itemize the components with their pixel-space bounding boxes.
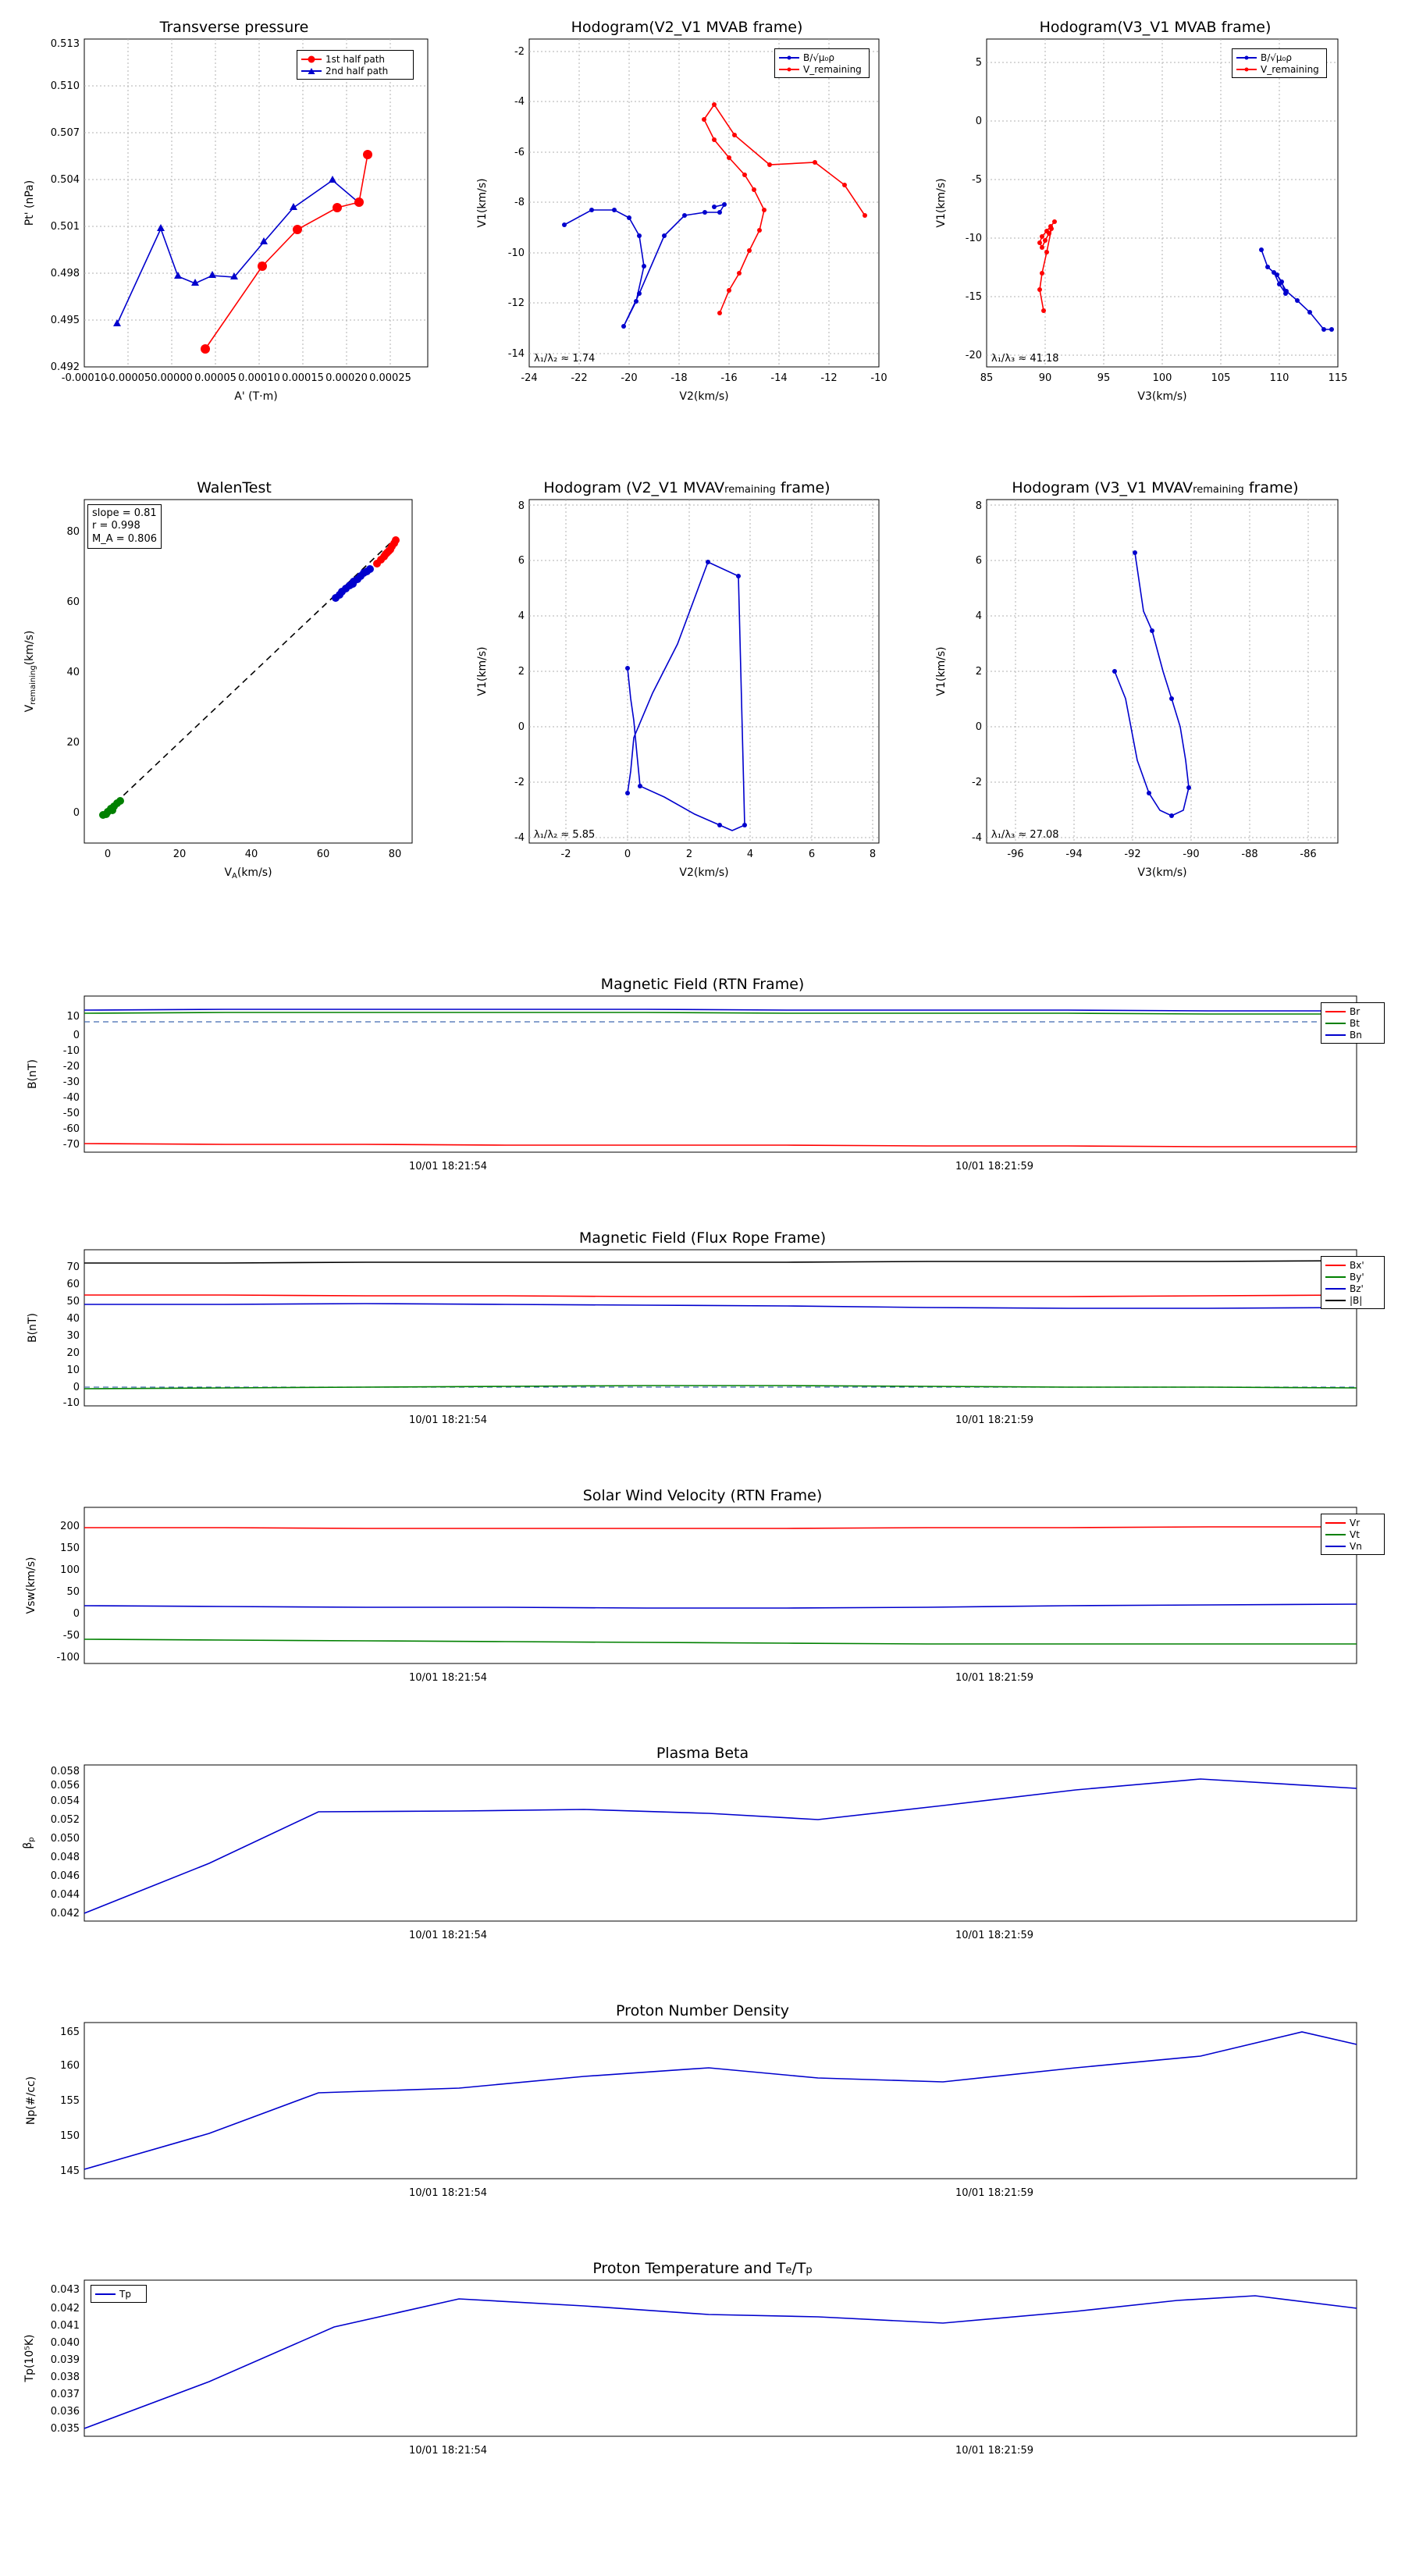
legend-label: Bz' — [1350, 1283, 1364, 1294]
legend-label: Br — [1350, 1005, 1361, 1017]
legend-label: 1st half path — [325, 53, 386, 65]
legend-item — [1325, 1528, 1380, 1540]
svg-text:-10: -10 — [507, 247, 525, 259]
line-swatch-icon — [1325, 1011, 1346, 1012]
legend-item — [1325, 1294, 1380, 1306]
y-axis-label: Vsw(km/s) — [25, 1557, 37, 1614]
plasma-beta-plot — [16, 1745, 1389, 1955]
line-swatch-icon — [1325, 1265, 1346, 1266]
fit-slope: slope = 0.81 — [92, 507, 157, 519]
svg-text:10: 10 — [66, 1364, 80, 1376]
y-axis-label: B(nT) — [27, 1313, 39, 1343]
svg-text:0.041: 0.041 — [50, 2320, 80, 2332]
svg-text:80: 80 — [66, 526, 80, 538]
svg-text:0.046: 0.046 — [50, 1870, 80, 1882]
svg-text:0.00020: 0.00020 — [325, 372, 368, 384]
line-marker-icon — [1236, 66, 1257, 73]
magnetic-field-flux-rope-plot — [16, 1229, 1389, 1440]
svg-text:-50: -50 — [62, 1108, 80, 1119]
walen-test-plot — [16, 476, 453, 898]
y-axis-label: Tp(10⁵K) — [23, 2334, 36, 2382]
svg-text:0.042: 0.042 — [50, 2303, 80, 2314]
svg-text:0.040: 0.040 — [50, 2337, 80, 2349]
y-axis-label: V1(km/s) — [476, 646, 489, 696]
svg-text:8: 8 — [975, 500, 982, 512]
svg-text:-100: -100 — [56, 1652, 80, 1663]
panel-title: Magnetic Field (RTN Frame) — [600, 976, 805, 993]
svg-text:-14: -14 — [507, 348, 525, 360]
legend-label: |B| — [1350, 1294, 1363, 1306]
svg-text:0: 0 — [975, 116, 982, 127]
svg-text:0.00010: 0.00010 — [238, 372, 280, 384]
svg-text:-15: -15 — [965, 291, 982, 303]
svg-text:70: 70 — [66, 1261, 80, 1273]
legend-item — [1236, 52, 1322, 63]
svg-text:10/01 18:21:59: 10/01 18:21:59 — [955, 2445, 1033, 2457]
svg-text:0.00005: 0.00005 — [194, 372, 237, 384]
svg-text:0.00000: 0.00000 — [151, 372, 193, 384]
panel-title: Magnetic Field (Flux Rope Frame) — [578, 1229, 827, 1247]
svg-text:-5: -5 — [972, 174, 982, 186]
svg-text:-4: -4 — [972, 832, 982, 844]
svg-text:0.510: 0.510 — [50, 80, 80, 92]
svg-text:0.056: 0.056 — [50, 1780, 80, 1791]
x-axis-label: V2(km/s) — [679, 390, 729, 403]
x-axis-label: A' (T·m) — [234, 390, 278, 403]
legend-hodogram-v2v1 — [774, 48, 870, 78]
panel-title: Plasma Beta — [656, 1745, 749, 1762]
panel-transverse-pressure — [16, 16, 453, 422]
svg-text:0: 0 — [104, 849, 112, 860]
svg-text:0.495: 0.495 — [50, 315, 80, 326]
svg-text:40: 40 — [66, 667, 80, 678]
fit-alfven-mach: M_A = 0.806 — [92, 532, 157, 545]
svg-text:10/01 18:21:54: 10/01 18:21:54 — [409, 1930, 487, 1941]
svg-text:0.048: 0.048 — [50, 1852, 80, 1863]
legend-hodogram-v3v1 — [1232, 48, 1327, 78]
svg-text:4: 4 — [746, 849, 754, 860]
legend-item — [1325, 1271, 1380, 1283]
svg-text:-12: -12 — [507, 297, 525, 309]
y-axis-label: V1(km/s) — [935, 178, 948, 228]
svg-text:-96: -96 — [1007, 849, 1024, 860]
svg-text:-70: -70 — [62, 1139, 80, 1151]
svg-text:-22: -22 — [571, 372, 588, 384]
svg-text:-8: -8 — [514, 197, 525, 208]
legend-item — [1325, 1283, 1380, 1294]
svg-text:160: 160 — [60, 2060, 80, 2072]
legend-label: V_remaining — [803, 63, 862, 75]
svg-text:10/01 18:21:59: 10/01 18:21:59 — [955, 1672, 1033, 1684]
svg-text:5: 5 — [975, 57, 982, 69]
legend-item — [779, 63, 865, 75]
legend-item — [1236, 63, 1322, 75]
svg-text:40: 40 — [66, 1313, 80, 1325]
svg-text:-60: -60 — [62, 1123, 80, 1135]
legend-label: Bn — [1350, 1029, 1362, 1041]
svg-text:-20: -20 — [965, 350, 982, 361]
panel-title: Hodogram(V2_V1 MVAB frame) — [571, 19, 803, 36]
panel-solar-wind-velocity — [16, 1487, 1389, 1698]
legend-label: Bt — [1350, 1017, 1360, 1029]
panel-magnetic-field-rtn — [16, 976, 1389, 1187]
legend-item — [1325, 1017, 1380, 1029]
panel-title: Hodogram (V3_V1 MVAVremaining frame) — [1012, 479, 1299, 496]
proton-number-density-plot — [16, 2002, 1389, 2213]
x-axis-label: V2(km/s) — [679, 866, 729, 879]
triangle-marker-icon — [301, 67, 322, 75]
svg-text:0: 0 — [624, 849, 631, 860]
panel-magnetic-field-flux-rope — [16, 1229, 1389, 1440]
y-axis-label: V1(km/s) — [476, 178, 489, 228]
solar-wind-velocity-plot — [16, 1487, 1389, 1698]
panel-proton-temperature — [16, 2260, 1389, 2478]
svg-text:0.036: 0.036 — [50, 2406, 80, 2418]
svg-text:0.492: 0.492 — [50, 361, 80, 373]
svg-text:10/01 18:21:54: 10/01 18:21:54 — [409, 1672, 487, 1684]
panel-walen-test — [16, 476, 453, 898]
svg-text:0.052: 0.052 — [50, 1814, 80, 1826]
svg-text:-2: -2 — [560, 849, 571, 860]
svg-text:-86: -86 — [1300, 849, 1317, 860]
svg-text:0.050: 0.050 — [50, 1833, 80, 1845]
eigenvalue-ratio-annotation: λ₁/λ₂ ≈ 5.85 — [534, 829, 596, 841]
svg-text:-94: -94 — [1065, 849, 1083, 860]
svg-text:0.513: 0.513 — [50, 38, 80, 50]
legend-label: Vr — [1350, 1517, 1361, 1528]
eigenvalue-ratio-annotation: λ₁/λ₃ ≈ 27.08 — [991, 829, 1059, 841]
svg-text:0.054: 0.054 — [50, 1795, 80, 1807]
panel-proton-number-density — [16, 2002, 1389, 2213]
eigenvalue-ratio-annotation: λ₁/λ₃ ≈ 41.18 — [991, 353, 1059, 365]
svg-text:85: 85 — [980, 372, 994, 384]
svg-text:10/01 18:21:54: 10/01 18:21:54 — [409, 1414, 487, 1426]
panel-title: Proton Temperature and Te/Tp — [592, 2260, 813, 2277]
legend-transverse-pressure — [297, 50, 414, 80]
svg-text:-2: -2 — [972, 777, 982, 788]
legend-label: B/√μ₀ρ — [1261, 52, 1292, 63]
svg-text:-2: -2 — [514, 46, 525, 58]
svg-text:0.00015: 0.00015 — [282, 372, 324, 384]
legend-magnetic-field-rtn — [1321, 1002, 1385, 1044]
legend-item — [1325, 1517, 1380, 1528]
legend-label: 2nd half path — [325, 65, 389, 76]
svg-text:-24: -24 — [521, 372, 538, 384]
svg-text:-10: -10 — [965, 233, 982, 244]
legend-label: Vn — [1350, 1540, 1362, 1552]
svg-text:80: 80 — [388, 849, 402, 860]
svg-text:10/01 18:21:54: 10/01 18:21:54 — [409, 2445, 487, 2457]
panel-title: Solar Wind Velocity (RTN Frame) — [582, 1487, 823, 1504]
svg-text:-12: -12 — [820, 372, 838, 384]
panel-plasma-beta — [16, 1745, 1389, 1955]
panel-title: Transverse pressure — [159, 19, 309, 36]
svg-text:0.035: 0.035 — [50, 2423, 80, 2435]
svg-text:10: 10 — [66, 1011, 80, 1023]
y-axis-label: $V_{remaining}(km/s)$ — [23, 630, 37, 713]
svg-text:0: 0 — [73, 1382, 80, 1393]
legend-label: Vt — [1350, 1528, 1360, 1540]
x-axis-label: $V_A(km/s)$ — [224, 866, 272, 881]
svg-text:-4: -4 — [514, 96, 525, 108]
legend-label: Tp — [119, 2288, 131, 2300]
svg-text:115: 115 — [1328, 372, 1348, 384]
svg-text:-20: -20 — [62, 1061, 80, 1073]
svg-text:0.044: 0.044 — [50, 1889, 80, 1901]
line-swatch-icon — [1325, 1300, 1346, 1301]
svg-text:100: 100 — [60, 1564, 80, 1576]
svg-text:-0.00010: -0.00010 — [61, 372, 108, 384]
panel-hodogram-v2v1-mvav — [468, 476, 905, 898]
legend-item — [301, 65, 409, 76]
svg-text:-4: -4 — [514, 832, 525, 844]
svg-text:0.043: 0.043 — [50, 2284, 80, 2296]
svg-text:-14: -14 — [770, 372, 788, 384]
svg-text:6: 6 — [975, 555, 982, 567]
svg-text:-16: -16 — [720, 372, 738, 384]
svg-text:-88: -88 — [1241, 849, 1258, 860]
line-marker-icon — [1236, 54, 1257, 62]
line-swatch-icon — [1325, 1288, 1346, 1290]
svg-text:-30: -30 — [62, 1076, 80, 1088]
svg-text:6: 6 — [518, 555, 525, 567]
svg-text:150: 150 — [60, 2130, 80, 2142]
svg-text:0.042: 0.042 — [50, 1908, 80, 1920]
svg-text:20: 20 — [66, 1347, 80, 1359]
svg-text:10/01 18:21:59: 10/01 18:21:59 — [955, 1930, 1033, 1941]
legend-item — [1325, 1540, 1380, 1552]
svg-text:4: 4 — [518, 610, 525, 622]
legend-label: V_remaining — [1261, 63, 1319, 75]
walen-fit-stats-box — [87, 504, 162, 549]
svg-text:105: 105 — [1211, 372, 1231, 384]
svg-text:-10: -10 — [62, 1397, 80, 1409]
eigenvalue-ratio-annotation: λ₁/λ₂ ≈ 1.74 — [534, 353, 596, 365]
svg-text:50: 50 — [66, 1586, 80, 1598]
svg-text:0.498: 0.498 — [50, 268, 80, 279]
circle-marker-icon — [301, 55, 322, 63]
svg-text:-10: -10 — [62, 1045, 80, 1057]
svg-text:0.504: 0.504 — [50, 174, 80, 186]
svg-text:0.037: 0.037 — [50, 2389, 80, 2400]
y-axis-label: B(nT) — [27, 1059, 39, 1089]
panel-title: Hodogram(V3_V1 MVAB frame) — [1039, 19, 1272, 36]
svg-text:60: 60 — [66, 596, 80, 608]
svg-text:-90: -90 — [1183, 849, 1200, 860]
svg-text:60: 60 — [66, 1279, 80, 1290]
legend-item — [301, 53, 409, 65]
svg-text:-10: -10 — [870, 372, 887, 384]
svg-text:150: 150 — [60, 1542, 80, 1554]
svg-text:165: 165 — [60, 2026, 80, 2038]
svg-text:0.038: 0.038 — [50, 2371, 80, 2383]
svg-text:20: 20 — [173, 849, 187, 860]
svg-text:-20: -20 — [621, 372, 638, 384]
line-swatch-icon — [95, 2293, 116, 2295]
svg-text:2: 2 — [518, 666, 525, 678]
legend-label: By' — [1350, 1271, 1364, 1283]
svg-text:8: 8 — [869, 849, 877, 860]
svg-text:95: 95 — [1097, 372, 1111, 384]
line-swatch-icon — [1325, 1034, 1346, 1036]
svg-text:200: 200 — [60, 1521, 80, 1532]
svg-text:-40: -40 — [62, 1092, 80, 1104]
svg-text:0.507: 0.507 — [50, 127, 80, 139]
svg-text:145: 145 — [60, 2165, 80, 2177]
y-axis-label: Pt' (nPa) — [23, 180, 36, 226]
svg-text:20: 20 — [66, 737, 80, 749]
line-swatch-icon — [1325, 1522, 1346, 1524]
svg-text:0: 0 — [73, 1608, 80, 1620]
svg-text:-50: -50 — [62, 1630, 80, 1642]
legend-item — [1325, 1029, 1380, 1041]
line-swatch-icon — [1325, 1276, 1346, 1278]
line-swatch-icon — [1325, 1023, 1346, 1024]
svg-text:2: 2 — [975, 666, 982, 678]
svg-text:0.00025: 0.00025 — [369, 372, 411, 384]
line-swatch-icon — [1325, 1546, 1346, 1547]
panel-hodogram-v3v1-mvab — [929, 16, 1382, 422]
legend-label: B/√μ₀ρ — [803, 52, 834, 63]
svg-text:4: 4 — [975, 610, 982, 622]
legend-solar-wind-velocity — [1321, 1514, 1385, 1555]
y-axis-label: Np(#/cc) — [25, 2076, 37, 2126]
svg-text:2: 2 — [685, 849, 693, 860]
svg-text:0: 0 — [73, 1030, 80, 1041]
line-swatch-icon — [1325, 1534, 1346, 1535]
panel-title: Proton Number Density — [616, 2002, 789, 2019]
legend-magnetic-field-flux-rope — [1321, 1256, 1385, 1309]
svg-text:0.058: 0.058 — [50, 1766, 80, 1777]
x-axis-label: V3(km/s) — [1137, 866, 1187, 879]
svg-text:110: 110 — [1269, 372, 1289, 384]
panel-title: Hodogram (V2_V1 MVAVremaining frame) — [543, 479, 831, 496]
legend-item — [95, 2288, 142, 2300]
svg-text:0.501: 0.501 — [50, 221, 80, 233]
x-axis-label: V3(km/s) — [1137, 390, 1187, 403]
panel-hodogram-v2v1-mvab — [468, 16, 905, 422]
line-marker-icon — [779, 54, 799, 62]
svg-text:50: 50 — [66, 1296, 80, 1308]
svg-text:0: 0 — [73, 807, 80, 819]
svg-text:6: 6 — [808, 849, 816, 860]
svg-text:10/01 18:21:59: 10/01 18:21:59 — [955, 1414, 1033, 1426]
y-axis-label: V1(km/s) — [935, 646, 948, 696]
proton-temperature-plot — [16, 2260, 1389, 2478]
svg-text:60: 60 — [316, 849, 330, 860]
y-axis-label: $\beta_p$ — [22, 1837, 36, 1849]
svg-text:0: 0 — [975, 721, 982, 733]
svg-text:-6: -6 — [514, 147, 525, 158]
panel-hodogram-v3v1-mvav — [929, 476, 1382, 898]
svg-text:10/01 18:21:54: 10/01 18:21:54 — [409, 1161, 487, 1172]
svg-text:0: 0 — [518, 721, 525, 733]
svg-text:90: 90 — [1038, 372, 1052, 384]
svg-text:100: 100 — [1152, 372, 1172, 384]
svg-text:0.039: 0.039 — [50, 2354, 80, 2366]
legend-item — [1325, 1005, 1380, 1017]
svg-text:30: 30 — [66, 1330, 80, 1342]
svg-text:40: 40 — [244, 849, 258, 860]
legend-item — [1325, 1259, 1380, 1271]
svg-text:-2: -2 — [514, 777, 525, 788]
magnetic-field-rtn-plot — [16, 976, 1389, 1187]
svg-text:-0.00005: -0.00005 — [105, 372, 151, 384]
legend-proton-temperature — [91, 2285, 147, 2303]
legend-label: Bx' — [1350, 1259, 1364, 1271]
legend-item — [779, 52, 865, 63]
fit-correlation: r = 0.998 — [92, 520, 140, 532]
svg-text:-92: -92 — [1124, 849, 1141, 860]
svg-text:8: 8 — [518, 500, 525, 512]
svg-text:10/01 18:21:59: 10/01 18:21:59 — [955, 2187, 1033, 2199]
svg-text:10/01 18:21:59: 10/01 18:21:59 — [955, 1161, 1033, 1172]
svg-text:-18: -18 — [670, 372, 688, 384]
panel-title: WalenTest — [197, 479, 272, 496]
svg-text:155: 155 — [60, 2095, 80, 2107]
svg-text:10/01 18:21:54: 10/01 18:21:54 — [409, 2187, 487, 2199]
line-marker-icon — [779, 66, 799, 73]
